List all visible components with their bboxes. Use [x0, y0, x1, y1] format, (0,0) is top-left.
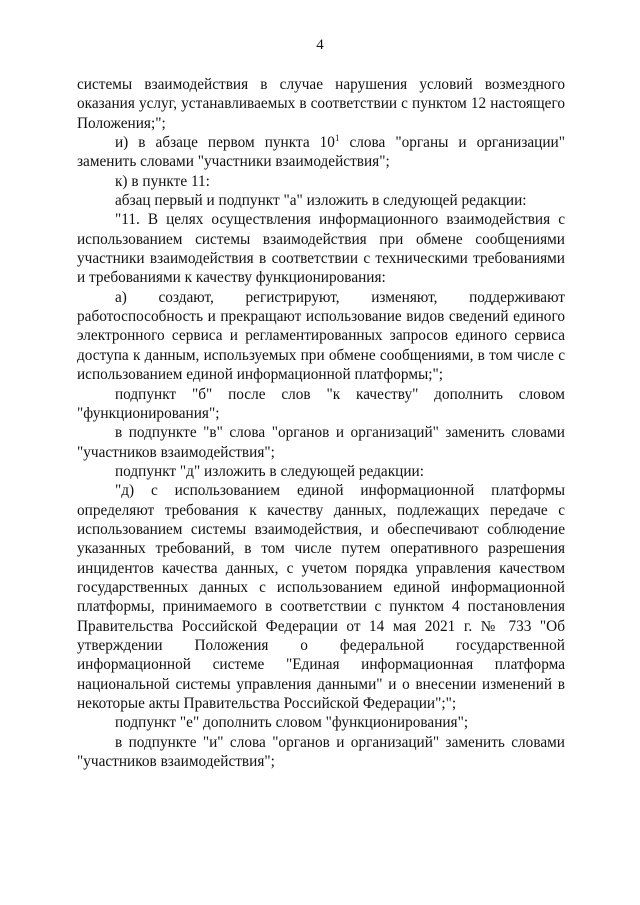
paragraph-subclause-a: а) создают, регистрируют, изменяют, поддерживают работоспособность и прекращают использование видов сведений единого электронного сервиса и регламентированных запросов единого сервиса доступа к данным, используемых при обмене сообщениями, в том числе с использованием единой информационной платформы;"; — [77, 288, 565, 384]
paragraph-subclause-d-intro: подпункт "д" изложить в следующей редакции: — [115, 462, 424, 480]
document-body — [77, 75, 565, 771]
paragraph-item-k: к) в пункте 11: — [115, 172, 210, 190]
paragraph-item-i-after: слова "органы и организации" заменить словами "участники взаимодействия"; — [77, 134, 565, 171]
paragraph-subclause-d: "д) с использованием единой информационной платформы определяют требования к качеству данных, подлежащих передаче с использованием системы взаимодействия, и обеспечивают соблюдение указанных требований, в том числе путем оперативного разрешения инцидентов качества данных, с учетом порядка управления качеством государственных данных с использованием единой информационной платформы, принимаемого в соответствии с пунктом 4 постановления Правительства Российской Федерации от 14 мая 2021 г. № 733 "Об утверждении Положения о федеральной государственной информационной системе "Единая информационная платформа национальной системы управления данными" и о внесении изменений в некоторые акты Правительства Российской Федерации";"; — [77, 482, 565, 712]
paragraph-item-i — [77, 133, 565, 172]
superscript: 1 — [334, 133, 340, 144]
page-number: 4 — [316, 37, 324, 53]
paragraph-item-i-before: и) в абзаце первом пункта 10 — [115, 134, 335, 152]
paragraph-continuation: системы взаимодействия в случае нарушения условий возмездного оказания услуг, устанавливаемых в соответствии с пунктом 12 настоящего Положения;"; — [77, 76, 565, 132]
paragraph-abzac: абзац первый и подпункт "а" изложить в следующей редакции: — [115, 192, 527, 210]
paragraph-subclause-e: подпункт "е" дополнить словом "функционирования"; — [115, 714, 469, 732]
paragraph-subclause-v: в подпункте "в" слова "органов и организаций" заменить словами "участников взаимодействия"; — [77, 424, 565, 461]
paragraph-subclause-b: подпункт "б" после слов "к качеству" дополнить словом "функционирования"; — [77, 385, 565, 422]
paragraph-subclause-i: в подпункте "и" слова "органов и организаций" заменить словами "участников взаимодействия"; — [77, 733, 565, 771]
paragraph-clause-11: "11. В целях осуществления информационного взаимодействия с использованием системы взаимодействия при обмене сообщениями участники взаимодействия в соответствии с техническими требованиями и требованиями к качеству функционирования: — [77, 211, 565, 287]
